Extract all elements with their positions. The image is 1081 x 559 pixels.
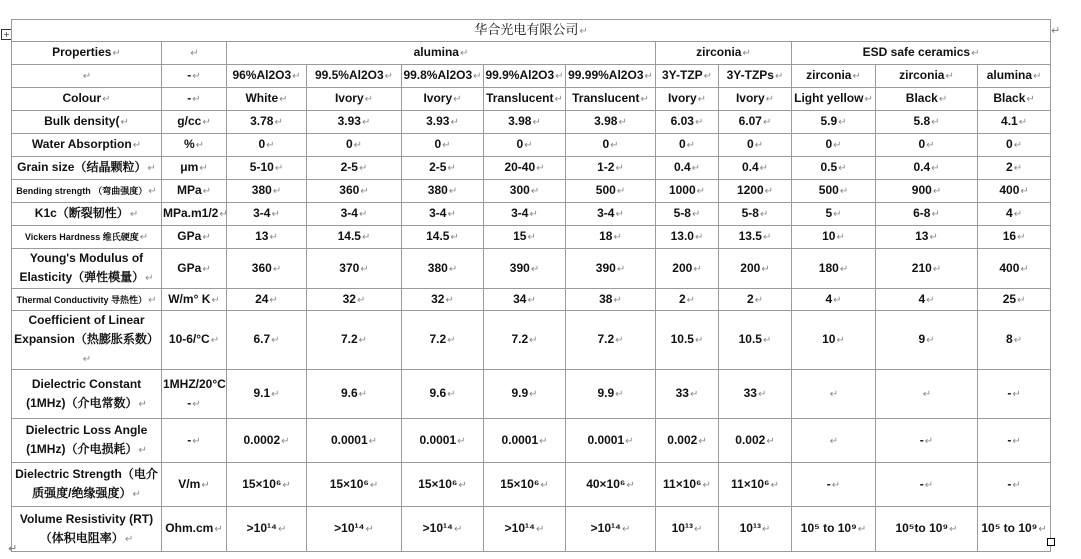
unit-header[interactable]: ↵: [162, 42, 227, 65]
value-cell[interactable]: Ivory↵: [719, 88, 792, 111]
value-cell[interactable]: 34↵: [484, 289, 566, 311]
value-cell[interactable]: 16↵: [978, 226, 1051, 249]
value-cell[interactable]: 0.5↵: [792, 157, 876, 180]
value-cell[interactable]: 10.5↵: [656, 311, 719, 370]
value-cell[interactable]: 15×10⁶↵: [227, 463, 307, 507]
table-resize-handle[interactable]: [1047, 538, 1055, 546]
value-cell[interactable]: ↵: [792, 419, 876, 463]
value-cell[interactable]: 3-4↵: [307, 203, 402, 226]
material-header-row: [12, 65, 1051, 88]
paragraph-mark-icon: ↵: [1051, 25, 1061, 37]
value-cell[interactable]: 10⁵ to 10⁹↵: [792, 507, 876, 552]
value-cell[interactable]: 0↵: [656, 134, 719, 157]
material-header-6[interactable]: 3Y-TZP↵: [656, 65, 719, 88]
value-cell[interactable]: Black↵: [876, 88, 978, 111]
value-cell[interactable]: 3.93↵: [307, 111, 402, 134]
value-cell[interactable]: 5-10↵: [227, 157, 307, 180]
value-cell[interactable]: 7.2↵: [402, 311, 484, 370]
value-cell[interactable]: 4.1↵: [978, 111, 1051, 134]
property-label-cell[interactable]: Water Absorption↵: [12, 134, 162, 157]
value-cell[interactable]: 0.002↵: [656, 419, 719, 463]
value-cell[interactable]: 200↵: [719, 249, 792, 289]
value-cell[interactable]: 0.4↵: [656, 157, 719, 180]
value-cell[interactable]: Black↵: [978, 88, 1051, 111]
value-cell[interactable]: -↵: [792, 463, 876, 507]
table-row: [12, 88, 1051, 111]
value-cell[interactable]: 1000↵: [656, 180, 719, 203]
value-cell[interactable]: 6.07↵: [719, 111, 792, 134]
material-header-5[interactable]: 99.99%Al2O3↵: [566, 65, 656, 88]
value-cell[interactable]: 6.7↵: [227, 311, 307, 370]
value-cell[interactable]: 5.8↵: [876, 111, 978, 134]
property-label-cell[interactable]: Coefficient of Linear Expansion（热膨胀系数）↵: [12, 311, 162, 370]
value-cell[interactable]: Light yellow↵: [792, 88, 876, 111]
value-cell[interactable]: 0↵: [978, 134, 1051, 157]
material-unit-cell[interactable]: -↵: [162, 65, 227, 88]
value-cell[interactable]: 380↵: [227, 180, 307, 203]
table-row: [12, 157, 1051, 180]
material-header-8[interactable]: zirconia↵: [792, 65, 876, 88]
value-cell[interactable]: 9.6↵: [402, 370, 484, 419]
company-row: [12, 20, 1051, 42]
value-cell[interactable]: 33↵: [656, 370, 719, 419]
unit-cell[interactable]: V/m↵: [162, 463, 227, 507]
material-header-3[interactable]: 99.8%Al2O3↵: [402, 65, 484, 88]
table-row: [12, 289, 1051, 311]
value-cell[interactable]: 33↵: [719, 370, 792, 419]
value-cell[interactable]: 0.4↵: [876, 157, 978, 180]
value-cell[interactable]: 0↵: [719, 134, 792, 157]
value-cell[interactable]: 38↵: [566, 289, 656, 311]
value-cell[interactable]: Ivory↵: [402, 88, 484, 111]
material-header-9[interactable]: zirconia↵: [876, 65, 978, 88]
unit-cell[interactable]: GPa↵: [162, 249, 227, 289]
value-cell[interactable]: >10¹⁴↵: [307, 507, 402, 552]
value-cell[interactable]: 1200↵: [719, 180, 792, 203]
value-cell[interactable]: 10¹³↵: [656, 507, 719, 552]
property-label-cell[interactable]: Dielectric Constant (1MHz)（介电常数）↵: [12, 370, 162, 419]
value-cell[interactable]: 0↵: [484, 134, 566, 157]
value-cell[interactable]: 15×10⁶↵: [484, 463, 566, 507]
properties-header[interactable]: Properties↵: [12, 42, 162, 65]
value-cell[interactable]: 13.5↵: [719, 226, 792, 249]
unit-cell[interactable]: 1MHZ/20°C -↵: [162, 370, 227, 419]
value-cell[interactable]: 0.002↵: [719, 419, 792, 463]
value-cell[interactable]: 0.0002↵: [227, 419, 307, 463]
value-cell[interactable]: 3.78↵: [227, 111, 307, 134]
material-header-4[interactable]: 99.9%Al2O3↵: [484, 65, 566, 88]
alumina-group-header[interactable]: alumina↵: [227, 42, 656, 65]
value-cell[interactable]: 500↵: [792, 180, 876, 203]
material-header-7[interactable]: 3Y-TZPs↵: [719, 65, 792, 88]
value-cell[interactable]: 40×10⁶↵: [566, 463, 656, 507]
value-cell[interactable]: 25↵: [978, 289, 1051, 311]
table-row: [12, 507, 1051, 552]
property-label-cell[interactable]: Dielectric Loss Angle (1MHz)（介电损耗）↵: [12, 419, 162, 463]
unit-cell[interactable]: -↵: [162, 88, 227, 111]
value-cell[interactable]: 32↵: [307, 289, 402, 311]
value-cell[interactable]: 2↵: [719, 289, 792, 311]
table-row: [12, 370, 1051, 419]
value-cell[interactable]: 9.6↵: [307, 370, 402, 419]
value-cell[interactable]: 0.0001↵: [402, 419, 484, 463]
value-cell[interactable]: 9↵: [876, 311, 978, 370]
material-header-10[interactable]: alumina↵: [978, 65, 1051, 88]
value-cell[interactable]: -↵: [978, 463, 1051, 507]
value-cell[interactable]: 9.1↵: [227, 370, 307, 419]
value-cell[interactable]: 10.5↵: [719, 311, 792, 370]
value-cell[interactable]: 0↵: [227, 134, 307, 157]
value-cell[interactable]: Translucent↵: [484, 88, 566, 111]
zirconia-group-header[interactable]: zirconia↵: [656, 42, 792, 65]
value-cell[interactable]: Translucent↵: [566, 88, 656, 111]
table-row: [12, 180, 1051, 203]
value-cell[interactable]: 18↵: [566, 226, 656, 249]
value-cell[interactable]: ↵: [792, 370, 876, 419]
value-cell[interactable]: 13↵: [876, 226, 978, 249]
value-cell[interactable]: 0.0001↵: [484, 419, 566, 463]
value-cell[interactable]: 7.2↵: [307, 311, 402, 370]
value-cell[interactable]: 9.9↵: [484, 370, 566, 419]
value-cell[interactable]: 390↵: [566, 249, 656, 289]
value-cell[interactable]: 200↵: [656, 249, 719, 289]
value-cell[interactable]: >10¹⁴↵: [227, 507, 307, 552]
end-paragraph-mark-icon: ↵: [8, 543, 18, 555]
value-cell[interactable]: White↵: [227, 88, 307, 111]
esd-group-header[interactable]: ESD safe ceramics↵: [792, 42, 1051, 65]
value-cell[interactable]: 380↵: [402, 180, 484, 203]
unit-cell[interactable]: %↵: [162, 134, 227, 157]
value-cell[interactable]: 400↵: [978, 249, 1051, 289]
unit-cell[interactable]: GPa↵: [162, 226, 227, 249]
property-label-cell[interactable]: K1c（断裂韧性）↵: [12, 203, 162, 226]
value-cell[interactable]: 3-4↵: [566, 203, 656, 226]
value-cell[interactable]: 7.2↵: [566, 311, 656, 370]
value-cell[interactable]: 1-2↵: [566, 157, 656, 180]
value-cell[interactable]: 0.0001↵: [566, 419, 656, 463]
value-cell[interactable]: 14.5↵: [402, 226, 484, 249]
value-cell[interactable]: -↵: [978, 419, 1051, 463]
value-cell[interactable]: 0.0001↵: [307, 419, 402, 463]
value-cell[interactable]: 4↵: [792, 289, 876, 311]
value-cell[interactable]: 13.0↵: [656, 226, 719, 249]
value-cell[interactable]: Ivory↵: [656, 88, 719, 111]
unit-cell[interactable]: MPa↵: [162, 180, 227, 203]
table-move-handle-icon[interactable]: +: [1, 29, 12, 40]
value-cell[interactable]: 8↵: [978, 311, 1051, 370]
value-cell[interactable]: 360↵: [307, 180, 402, 203]
value-cell[interactable]: 11×10⁶↵: [656, 463, 719, 507]
value-cell[interactable]: 3-4↵: [227, 203, 307, 226]
value-cell[interactable]: 5-8↵: [656, 203, 719, 226]
unit-cell[interactable]: -↵: [162, 419, 227, 463]
value-cell[interactable]: 900↵: [876, 180, 978, 203]
table-row: [12, 463, 1051, 507]
value-cell[interactable]: 10↵: [792, 311, 876, 370]
value-cell[interactable]: 180↵: [792, 249, 876, 289]
property-label-cell[interactable]: Bending strength （弯曲强度）↵: [12, 180, 162, 203]
value-cell[interactable]: 20-40↵: [484, 157, 566, 180]
property-label-cell[interactable]: Volume Resistivity (RT)（体积电阻率）↵: [12, 507, 162, 552]
value-cell[interactable]: 390↵: [484, 249, 566, 289]
value-cell[interactable]: 0.4↵: [719, 157, 792, 180]
value-cell[interactable]: 3-4↵: [484, 203, 566, 226]
value-cell[interactable]: 10↵: [792, 226, 876, 249]
value-cell[interactable]: 15×10⁶↵: [307, 463, 402, 507]
property-label-cell[interactable]: Young's Modulus of Elasticity（弹性模量）↵: [12, 249, 162, 289]
value-cell[interactable]: 500↵: [566, 180, 656, 203]
unit-cell[interactable]: μm↵: [162, 157, 227, 180]
property-label-cell[interactable]: Dielectric Strength（电介质强度/绝缘强度）↵: [12, 463, 162, 507]
table-row: [12, 419, 1051, 463]
company-title[interactable]: 华合光电有限公司↵: [12, 20, 1051, 42]
property-label-cell[interactable]: Bulk density(↵: [12, 111, 162, 134]
value-cell[interactable]: 6.03↵: [656, 111, 719, 134]
value-cell[interactable]: 15×10⁶↵: [402, 463, 484, 507]
value-cell[interactable]: 2-5↵: [402, 157, 484, 180]
value-cell[interactable]: 370↵: [307, 249, 402, 289]
value-cell[interactable]: 4↵: [876, 289, 978, 311]
value-cell[interactable]: 3.98↵: [566, 111, 656, 134]
value-cell[interactable]: 3-4↵: [402, 203, 484, 226]
material-label-cell[interactable]: ↵: [12, 65, 162, 88]
value-cell[interactable]: >10¹⁴↵: [402, 507, 484, 552]
property-label-cell[interactable]: Vickers Hardness 维氏硬度↵: [12, 226, 162, 249]
property-label-cell[interactable]: Grain size（结晶颗粒）↵: [12, 157, 162, 180]
value-cell[interactable]: 380↵: [402, 249, 484, 289]
value-cell[interactable]: 2↵: [978, 157, 1051, 180]
table-row: [12, 226, 1051, 249]
unit-cell[interactable]: 10-6/°C↵: [162, 311, 227, 370]
value-cell[interactable]: >10¹⁴↵: [566, 507, 656, 552]
material-header-1[interactable]: 96%Al2O3↵: [227, 65, 307, 88]
unit-cell[interactable]: W/m° K↵: [162, 289, 227, 311]
value-cell[interactable]: 360↵: [227, 249, 307, 289]
property-label-cell[interactable]: Thermal Conductivity 导热性）↵: [12, 289, 162, 311]
value-cell[interactable]: 5.9↵: [792, 111, 876, 134]
value-cell[interactable]: 32↵: [402, 289, 484, 311]
value-cell[interactable]: 400↵: [978, 180, 1051, 203]
value-cell[interactable]: 10⁵ to 10⁹↵: [978, 507, 1051, 552]
value-cell[interactable]: 0↵: [402, 134, 484, 157]
value-cell[interactable]: 24↵: [227, 289, 307, 311]
value-cell[interactable]: 5↵: [792, 203, 876, 226]
value-cell[interactable]: 11×10⁶↵: [719, 463, 792, 507]
value-cell[interactable]: 5-8↵: [719, 203, 792, 226]
value-cell[interactable]: ↵: [876, 370, 978, 419]
value-cell[interactable]: -↵: [876, 463, 978, 507]
group-header-row: [12, 42, 1051, 65]
table-row: [12, 249, 1051, 289]
value-cell[interactable]: 4↵: [978, 203, 1051, 226]
value-cell[interactable]: 0↵: [792, 134, 876, 157]
value-cell[interactable]: -↵: [978, 370, 1051, 419]
value-cell[interactable]: 210↵: [876, 249, 978, 289]
value-cell[interactable]: 300↵: [484, 180, 566, 203]
value-cell[interactable]: 0↵: [307, 134, 402, 157]
value-cell[interactable]: 15↵: [484, 226, 566, 249]
table-row: [12, 134, 1051, 157]
unit-cell[interactable]: MPa.m1/2↵: [162, 203, 227, 226]
unit-cell[interactable]: Ohm.cm↵: [162, 507, 227, 552]
value-cell[interactable]: Ivory↵: [307, 88, 402, 111]
table-row: [12, 111, 1051, 134]
value-cell[interactable]: 9.9↵: [566, 370, 656, 419]
properties-table: [11, 19, 1051, 552]
value-cell[interactable]: 7.2↵: [484, 311, 566, 370]
value-cell[interactable]: 2↵: [656, 289, 719, 311]
value-cell[interactable]: 6-8↵: [876, 203, 978, 226]
unit-cell[interactable]: g/cc↵: [162, 111, 227, 134]
value-cell[interactable]: 0↵: [566, 134, 656, 157]
value-cell[interactable]: 2-5↵: [307, 157, 402, 180]
value-cell[interactable]: 10¹³↵: [719, 507, 792, 552]
property-label-cell[interactable]: Colour↵: [12, 88, 162, 111]
value-cell[interactable]: -↵: [876, 419, 978, 463]
value-cell[interactable]: 3.93↵: [402, 111, 484, 134]
table-row: [12, 311, 1051, 370]
value-cell[interactable]: 14.5↵: [307, 226, 402, 249]
value-cell[interactable]: 10⁵to 10⁹↵: [876, 507, 978, 552]
material-header-2[interactable]: 99.5%Al2O3↵: [307, 65, 402, 88]
value-cell[interactable]: 0↵: [876, 134, 978, 157]
value-cell[interactable]: >10¹⁴↵: [484, 507, 566, 552]
value-cell[interactable]: 13↵: [227, 226, 307, 249]
value-cell[interactable]: 3.98↵: [484, 111, 566, 134]
table-row: [12, 203, 1051, 226]
